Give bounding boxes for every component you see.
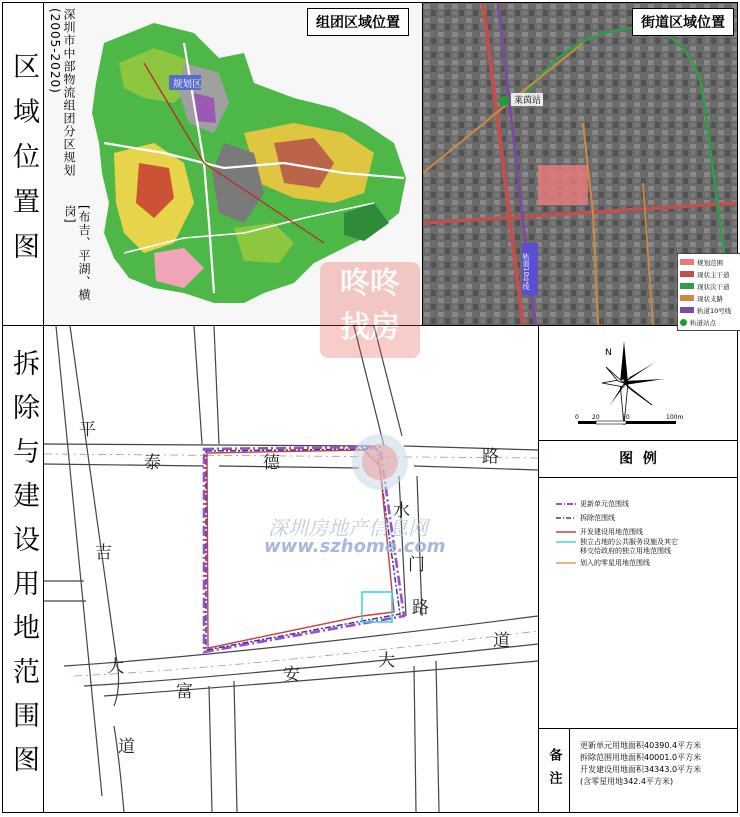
metro-tag: 轨道10号线 (522, 253, 530, 290)
north-label: N (605, 348, 612, 358)
road-label-men: 门 (408, 555, 425, 575)
legend-item (556, 546, 731, 555)
legend-swatch (680, 283, 694, 289)
road-label-an: 安 (283, 665, 300, 685)
scale-tick-20: 20 (592, 414, 600, 421)
stamp-bottom-text: 找房 (340, 310, 400, 345)
road-label-lu2: 路 (412, 598, 429, 618)
scale-tick-0: 0 (575, 414, 579, 421)
street-box-label: 街道区域位置 (632, 8, 734, 36)
legend-swatch (680, 271, 694, 277)
road-label-fu: 富 (176, 682, 193, 702)
legend-item (556, 557, 731, 568)
region-location-title-text: 区域位置图 (8, 51, 39, 277)
street-legend (677, 253, 740, 331)
watermark-site-name: 深圳房地产信息网 (268, 516, 428, 540)
watermark-url: www.szhome.com (264, 536, 446, 557)
legend-label: 开发建设用地范围线 (580, 527, 643, 536)
road-label-dao1: 道 (118, 737, 135, 757)
legend-item (556, 526, 731, 537)
road-label-dao2: 道 (493, 631, 510, 651)
road-label-lu1: 路 (482, 447, 499, 467)
demolition-title (2, 325, 44, 813)
legend-item (556, 512, 731, 523)
note-line: 更新单元用地面积40390.4平方米 (580, 741, 702, 750)
road-label-shui: 水 (393, 501, 410, 521)
station-marker (499, 96, 509, 106)
scale-tick-100: 100m (666, 414, 684, 421)
legend-swatch (680, 295, 694, 301)
notes-text (580, 740, 735, 788)
street-legend-label: 现状支路 (697, 294, 723, 303)
watermark-stamp (320, 262, 420, 358)
street-plan-area (538, 165, 588, 205)
legend-swatch (680, 307, 694, 313)
street-legend-label: 轨道10号线 (697, 306, 732, 315)
street-legend-label: 规划范围 (697, 258, 723, 267)
plan-area-tag: 规划区 (173, 79, 202, 90)
road-label-ping: 平 (79, 420, 96, 440)
legend-item (556, 498, 731, 509)
street-legend-label: 现状主干道 (697, 270, 730, 279)
legend-label: 独立占地的公共服务设施及其它 (580, 537, 678, 546)
district-box-label: 组团区域位置 (307, 8, 409, 36)
station-label: 莱茵站 (514, 96, 542, 106)
legend-label: 更新单元范围线 (580, 499, 629, 508)
street-legend-label: 轨道站点 (690, 318, 716, 327)
legend-line-update-unit (556, 501, 576, 507)
road-label-da2: 大 (378, 651, 395, 671)
note-line: 拆除范围用地面积40001.0平方米 (580, 753, 702, 762)
legend-line-public-facility (556, 539, 576, 545)
legend-line-demolition (556, 515, 576, 521)
legend-label: 划入的零星用地范围线 (580, 558, 650, 567)
road-label-tai: 泰 (144, 453, 161, 473)
north-arrow-and-scale (540, 327, 736, 439)
legend-label: 拆除范围线 (580, 513, 615, 522)
district-plan-subtitle: [布吉、平湖、横岗] (63, 205, 91, 302)
notes-label: 备注 (546, 747, 562, 794)
scale-tick-50: 50 (622, 414, 630, 421)
road-label-de: 德 (263, 453, 280, 473)
stamp-top-text: 咚咚 (340, 266, 400, 301)
note-line: (含零星用地342.4平方米) (580, 777, 674, 786)
region-location-title (2, 2, 44, 326)
legend-swatch (680, 319, 687, 326)
road-label-ji: 吉 (95, 543, 112, 563)
legend-line-development (556, 529, 576, 535)
legend-title: 图 例 (619, 451, 657, 467)
public-facility-boundary (362, 592, 392, 622)
legend-line-scattered-land (556, 560, 576, 566)
legend-swatch (680, 259, 694, 265)
legend-label: 移交给政府的独立用地范围线 (580, 546, 671, 555)
street-legend-label: 现状次干道 (697, 282, 730, 291)
district-plan-title: 深圳市中部物流组团分区规划(2005-2020) (48, 8, 76, 177)
legend-list (556, 498, 731, 568)
note-line: 开发建设用地面积34343.0平方米 (580, 765, 702, 774)
road-label-da1: 大 (107, 657, 124, 677)
demolition-title-text: 拆除与建设用地范围图 (8, 349, 39, 789)
